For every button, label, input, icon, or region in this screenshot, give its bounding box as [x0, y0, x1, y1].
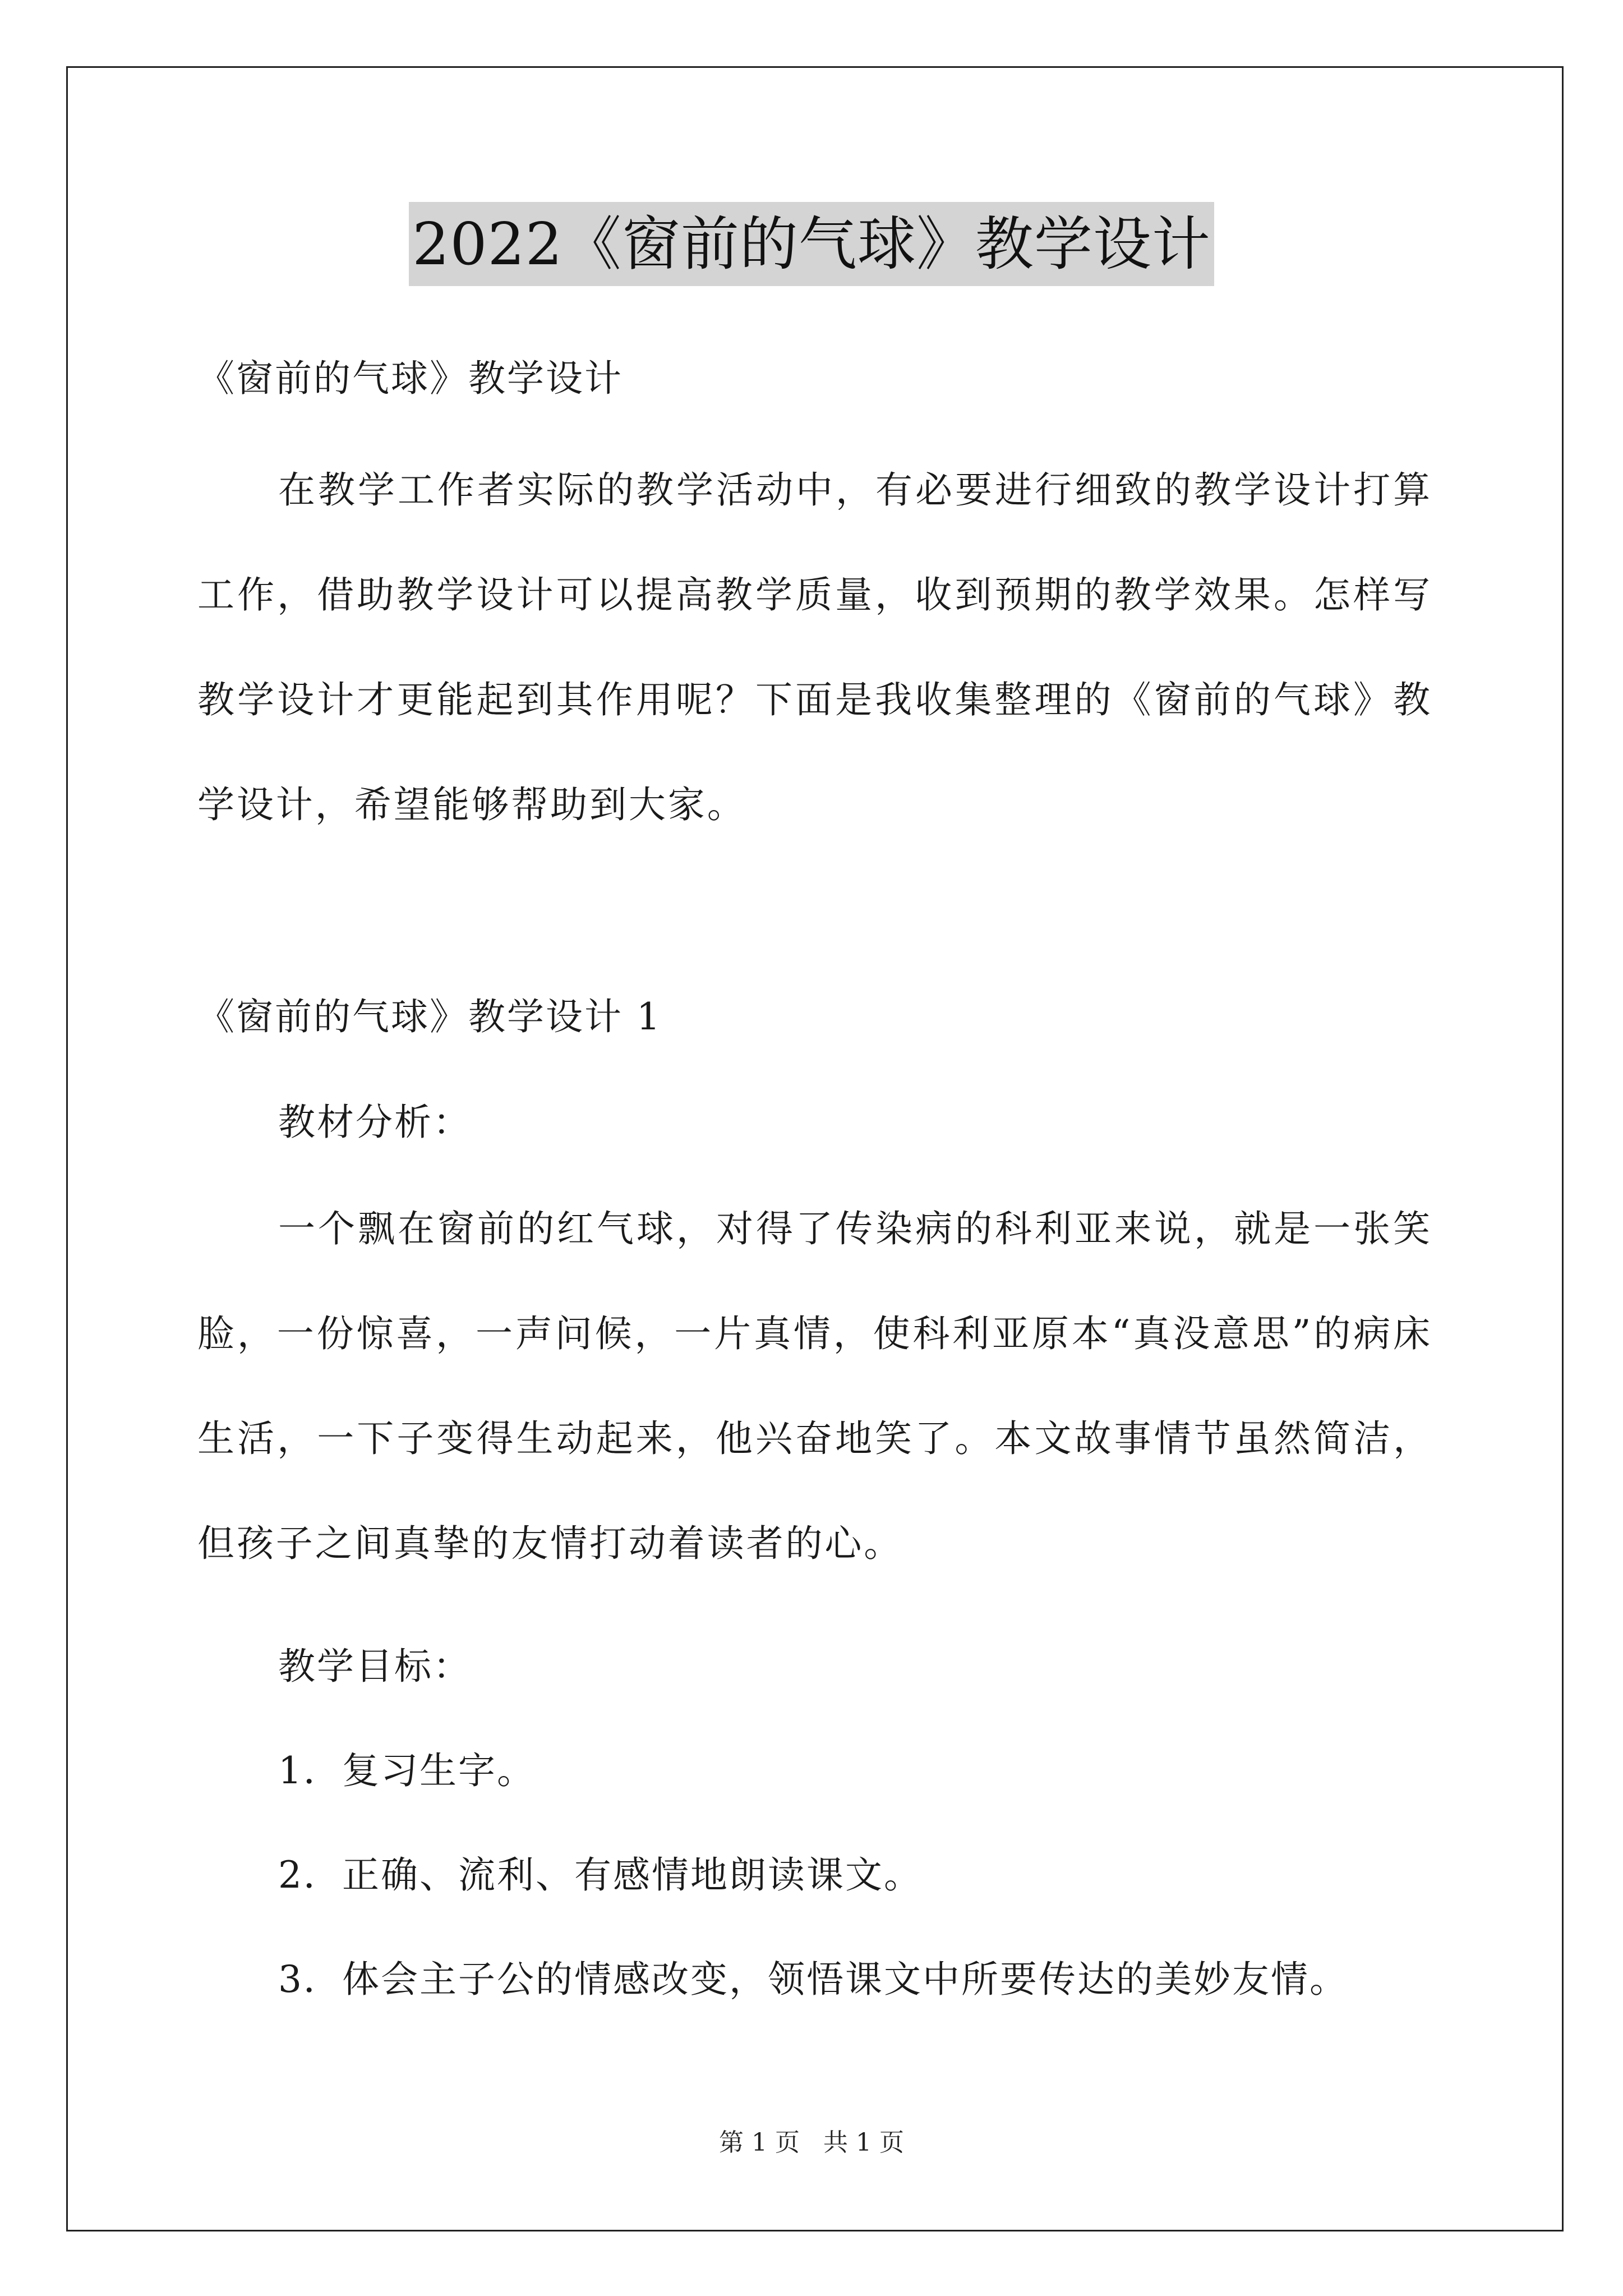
subtitle: 《窗前的气球》教学设计 — [197, 357, 623, 400]
material-label: 教材分析： — [278, 1101, 472, 1144]
title-block — [0, 202, 1623, 286]
page-number-total: 共 1 页 — [823, 2128, 904, 2157]
page-number-current: 第 1 页 — [719, 2128, 800, 2157]
document-title: 2022《窗前的气球》教学设计 — [409, 202, 1214, 286]
section-heading: 《窗前的气球》教学设计 1 — [197, 995, 662, 1038]
intro-paragraph: 在教学工作者实际的教学活动中，有必要进行细致的教学设计打算工作，借助教学设计可以提高教学质量，收到预期的教学效果。怎样写教学设计才更能起到其作用呢？下面是我收集整理的《窗前的气球》教学设计，希望能够帮助到大家。 — [197, 468, 1432, 826]
material-paragraph: 一个飘在窗前的红气球，对得了传染病的科利亚来说，就是一张笑脸，一份惊喜，一声问候，一片真情，使科利亚原本“真没意思”的病床生活，一下子变得生动起来，他兴奋地笑了。本文故事情节虽然简洁，但孩子之间真挚的友情打动着读者的心。 — [197, 1207, 1432, 1565]
goal-item-3: 3．体会主子公的情感改变，领悟课文中所要传达的美妙友情。 — [278, 1958, 1348, 2001]
page-footer — [0, 2126, 1623, 2160]
goal-item-2: 2．正确、流利、有感情地朗读课文。 — [278, 1853, 923, 1897]
goals-label: 教学目标： — [278, 1645, 472, 1688]
goal-item-1: 1．复习生字。 — [278, 1749, 536, 1792]
